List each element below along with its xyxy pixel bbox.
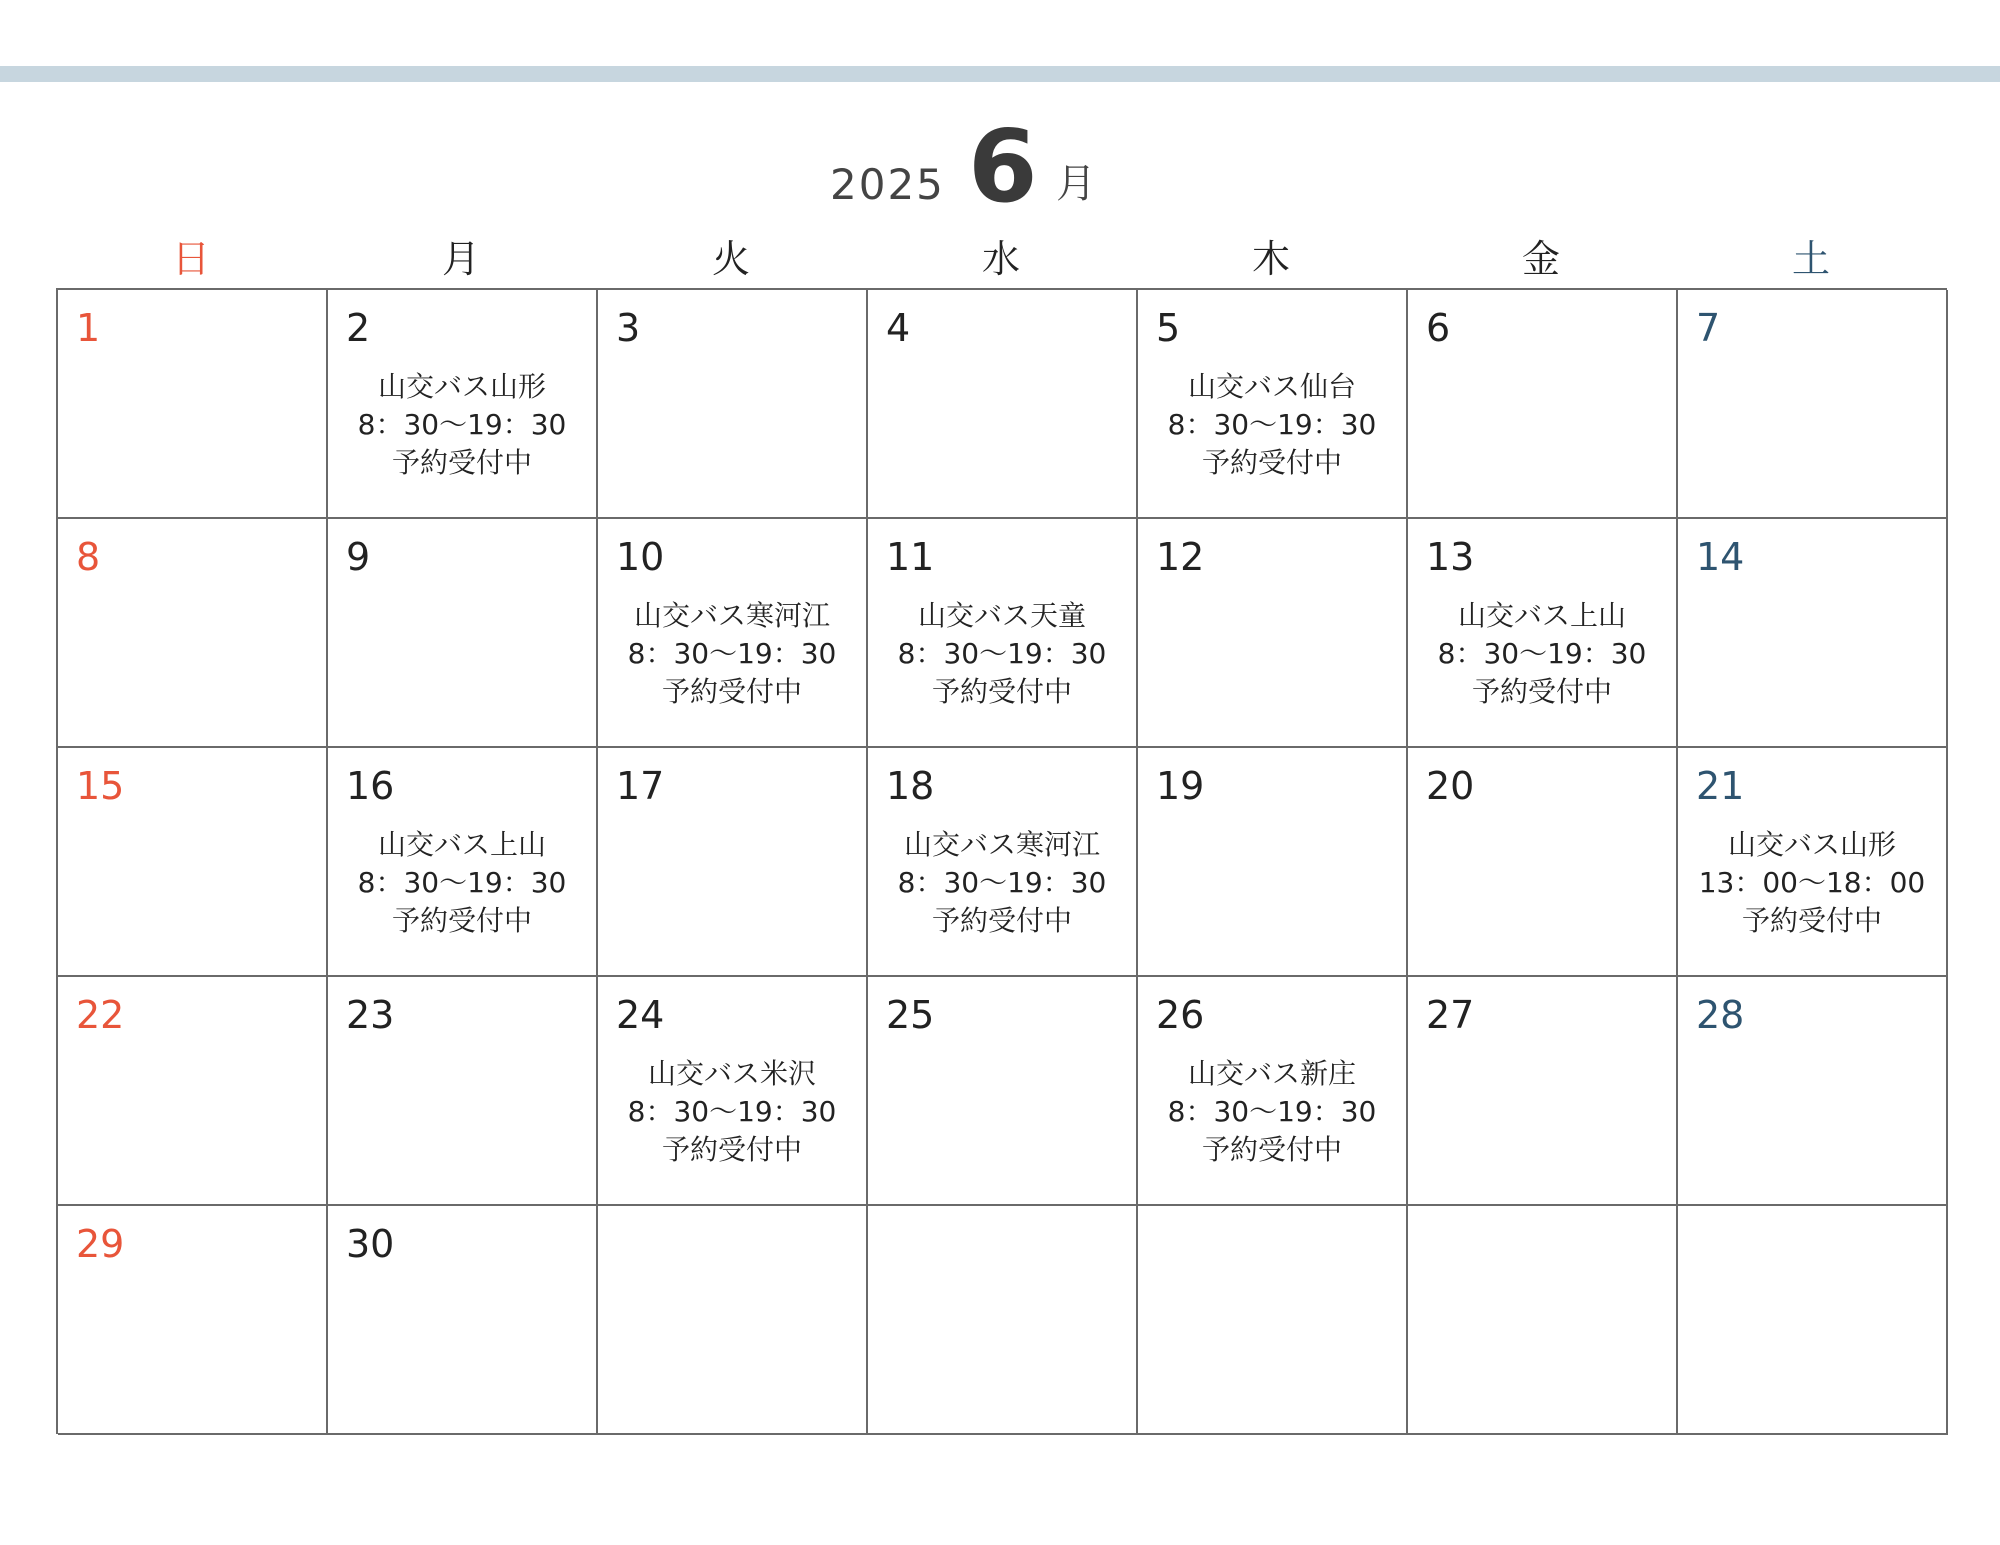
event-time: 8：30〜19：30 (1437, 637, 1647, 670)
event-block (598, 1055, 866, 1169)
event-status: 予約受付中 (931, 904, 1072, 937)
day-number: 11 (886, 535, 935, 579)
event-status: 予約受付中 (1471, 675, 1612, 708)
day-cell (58, 748, 328, 977)
day-cell (868, 290, 1138, 519)
day-cell (328, 977, 598, 1206)
day-number: 26 (1156, 993, 1205, 1037)
day-number: 28 (1696, 993, 1745, 1037)
event-title: 山交バス寒河江 (633, 599, 830, 632)
day-number: 22 (76, 993, 125, 1037)
day-cell (1678, 519, 1948, 748)
event-time: 8：30〜19：30 (357, 408, 567, 441)
weekday-label: 日 (171, 237, 210, 281)
event-status: 予約受付中 (661, 675, 802, 708)
event-block (328, 826, 596, 940)
event-block (1138, 1055, 1406, 1169)
calendar-grid (56, 288, 1947, 1434)
day-number: 12 (1156, 535, 1205, 579)
event-title: 山交バス山形 (1727, 828, 1896, 861)
event-time: 8：30〜19：30 (627, 637, 837, 670)
event-title: 山交バス山形 (377, 370, 546, 403)
day-number: 13 (1426, 535, 1475, 579)
weekday-label: 土 (1791, 237, 1830, 281)
day-cell (58, 290, 328, 519)
event-title: 山交バス天童 (917, 599, 1086, 632)
day-number: 17 (616, 764, 665, 808)
event-status: 予約受付中 (1741, 904, 1882, 937)
day-cell (598, 1206, 868, 1435)
day-cell (1408, 519, 1678, 748)
calendar-title (0, 108, 2000, 225)
event-title: 山交バス仙台 (1187, 370, 1356, 403)
day-cell (1678, 290, 1948, 519)
day-cell (1138, 977, 1408, 1206)
day-cell (1138, 748, 1408, 977)
day-number: 10 (616, 535, 665, 579)
month-number: 6 (968, 108, 1038, 225)
day-cell (58, 977, 328, 1206)
day-number: 2 (346, 306, 371, 350)
day-cell (58, 1206, 328, 1435)
event-title: 山交バス新庄 (1187, 1057, 1356, 1090)
weekday-label: 水 (981, 237, 1020, 281)
event-block (328, 368, 596, 482)
day-number: 18 (886, 764, 935, 808)
event-status: 予約受付中 (661, 1133, 802, 1166)
event-time: 8：30〜19：30 (357, 866, 567, 899)
day-cell (1408, 977, 1678, 1206)
event-block (868, 826, 1136, 940)
day-number: 25 (886, 993, 935, 1037)
day-cell (58, 519, 328, 748)
weekday-label: 木 (1251, 237, 1290, 281)
event-block (1138, 368, 1406, 482)
day-cell (1678, 1206, 1948, 1435)
day-number: 9 (346, 535, 371, 579)
event-time: 8：30〜19：30 (897, 866, 1107, 899)
day-cell (328, 1206, 598, 1435)
weekday-header-row (56, 232, 1946, 286)
day-number: 4 (886, 306, 911, 350)
day-cell (598, 290, 868, 519)
day-number: 29 (76, 1222, 125, 1266)
event-block (1408, 597, 1676, 711)
day-number: 1 (76, 306, 101, 350)
day-cell (598, 519, 868, 748)
day-cell (868, 977, 1138, 1206)
event-status: 予約受付中 (391, 446, 532, 479)
event-time: 8：30〜19：30 (897, 637, 1107, 670)
day-cell (1408, 290, 1678, 519)
day-number: 27 (1426, 993, 1475, 1037)
event-title: 山交バス上山 (1457, 599, 1626, 632)
day-cell (1138, 290, 1408, 519)
day-number: 15 (76, 764, 125, 808)
month-unit-label: 月 (1056, 161, 1096, 207)
day-cell (1138, 1206, 1408, 1435)
event-status: 予約受付中 (1201, 1133, 1342, 1166)
day-number: 20 (1426, 764, 1475, 808)
weekday-label: 月 (441, 237, 480, 281)
event-title: 山交バス米沢 (647, 1057, 816, 1090)
day-number: 30 (346, 1222, 395, 1266)
event-block (1678, 826, 1946, 940)
day-cell (598, 977, 868, 1206)
day-number: 7 (1696, 306, 1721, 350)
day-cell (868, 519, 1138, 748)
event-block (868, 597, 1136, 711)
day-cell (328, 290, 598, 519)
day-cell (1138, 519, 1408, 748)
weekday-label: 火 (711, 237, 750, 281)
day-cell (1408, 1206, 1678, 1435)
day-number: 16 (346, 764, 395, 808)
day-number: 14 (1696, 535, 1745, 579)
day-cell (328, 519, 598, 748)
day-cell (1678, 977, 1948, 1206)
event-time: 8：30〜19：30 (1167, 408, 1377, 441)
day-cell (1408, 748, 1678, 977)
day-cell (868, 1206, 1138, 1435)
day-cell (868, 748, 1138, 977)
day-number: 6 (1426, 306, 1451, 350)
day-number: 19 (1156, 764, 1205, 808)
day-number: 3 (616, 306, 641, 350)
top-accent-bar (0, 66, 2000, 82)
event-status: 予約受付中 (931, 675, 1072, 708)
day-number: 8 (76, 535, 101, 579)
event-time: 8：30〜19：30 (627, 1095, 837, 1128)
day-number: 23 (346, 993, 395, 1037)
day-number: 5 (1156, 306, 1181, 350)
event-time: 13：00〜18：00 (1698, 866, 1926, 899)
event-title: 山交バス寒河江 (903, 828, 1100, 861)
event-status: 予約受付中 (1201, 446, 1342, 479)
day-number: 21 (1696, 764, 1745, 808)
year-label: 2025 (830, 160, 945, 209)
day-cell (1678, 748, 1948, 977)
event-title: 山交バス上山 (377, 828, 546, 861)
day-cell (328, 748, 598, 977)
weekday-label: 金 (1521, 237, 1560, 281)
event-status: 予約受付中 (391, 904, 532, 937)
event-block (598, 597, 866, 711)
event-time: 8：30〜19：30 (1167, 1095, 1377, 1128)
day-number: 24 (616, 993, 665, 1037)
day-cell (598, 748, 868, 977)
